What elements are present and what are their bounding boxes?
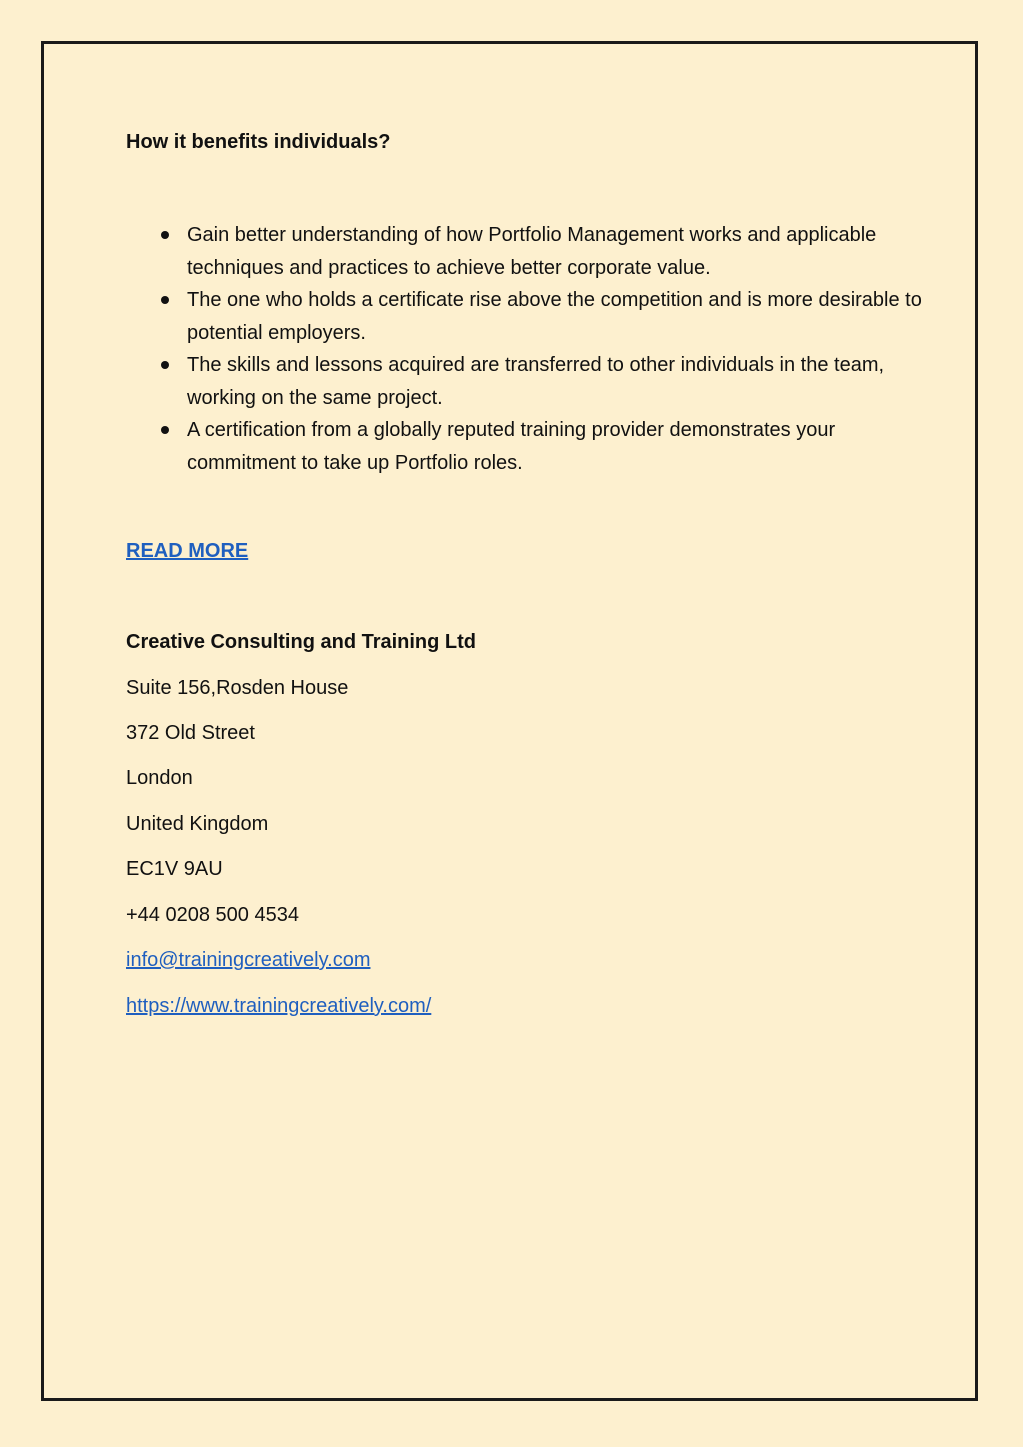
address-street: 372 Old Street xyxy=(126,722,255,744)
list-item xyxy=(154,414,924,479)
phone-number: +44 0208 500 4534 xyxy=(126,904,299,926)
benefit-text: Gain better understanding of how Portfolio Management works and applicable techniques and practices to achieve better corporate value. xyxy=(187,224,877,279)
address-postcode: EC1V 9AU xyxy=(126,858,223,880)
benefit-text: The one who holds a certificate rise above the competition and is more desirable to potential employers. xyxy=(187,289,922,344)
company-name: Creative Consulting and Training Ltd xyxy=(126,631,477,653)
bullet-icon xyxy=(161,231,169,239)
list-item xyxy=(154,284,924,349)
website-link[interactable]: https://www.trainingcreatively.com/ xyxy=(126,995,432,1017)
bullet-icon xyxy=(161,426,169,434)
list-item xyxy=(154,219,924,284)
address-country: United Kingdom xyxy=(126,813,269,835)
address-suite: Suite 156,Rosden House xyxy=(126,677,349,699)
benefits-list xyxy=(154,219,924,479)
address-city: London xyxy=(126,767,193,789)
benefit-text: A certification from a globally reputed training provider demonstrates your commitment to take up Portfolio roles. xyxy=(187,419,836,474)
email-link[interactable]: info@trainingcreatively.com xyxy=(126,949,371,971)
read-more-link[interactable]: READ MORE xyxy=(126,540,249,562)
list-item xyxy=(154,349,924,414)
section-heading: How it benefits individuals? xyxy=(126,131,391,153)
page-frame xyxy=(41,41,978,1401)
benefit-text: The skills and lessons acquired are transferred to other individuals in the team, working on the same project. xyxy=(187,354,885,409)
bullet-icon xyxy=(161,296,169,304)
bullet-icon xyxy=(161,361,169,369)
